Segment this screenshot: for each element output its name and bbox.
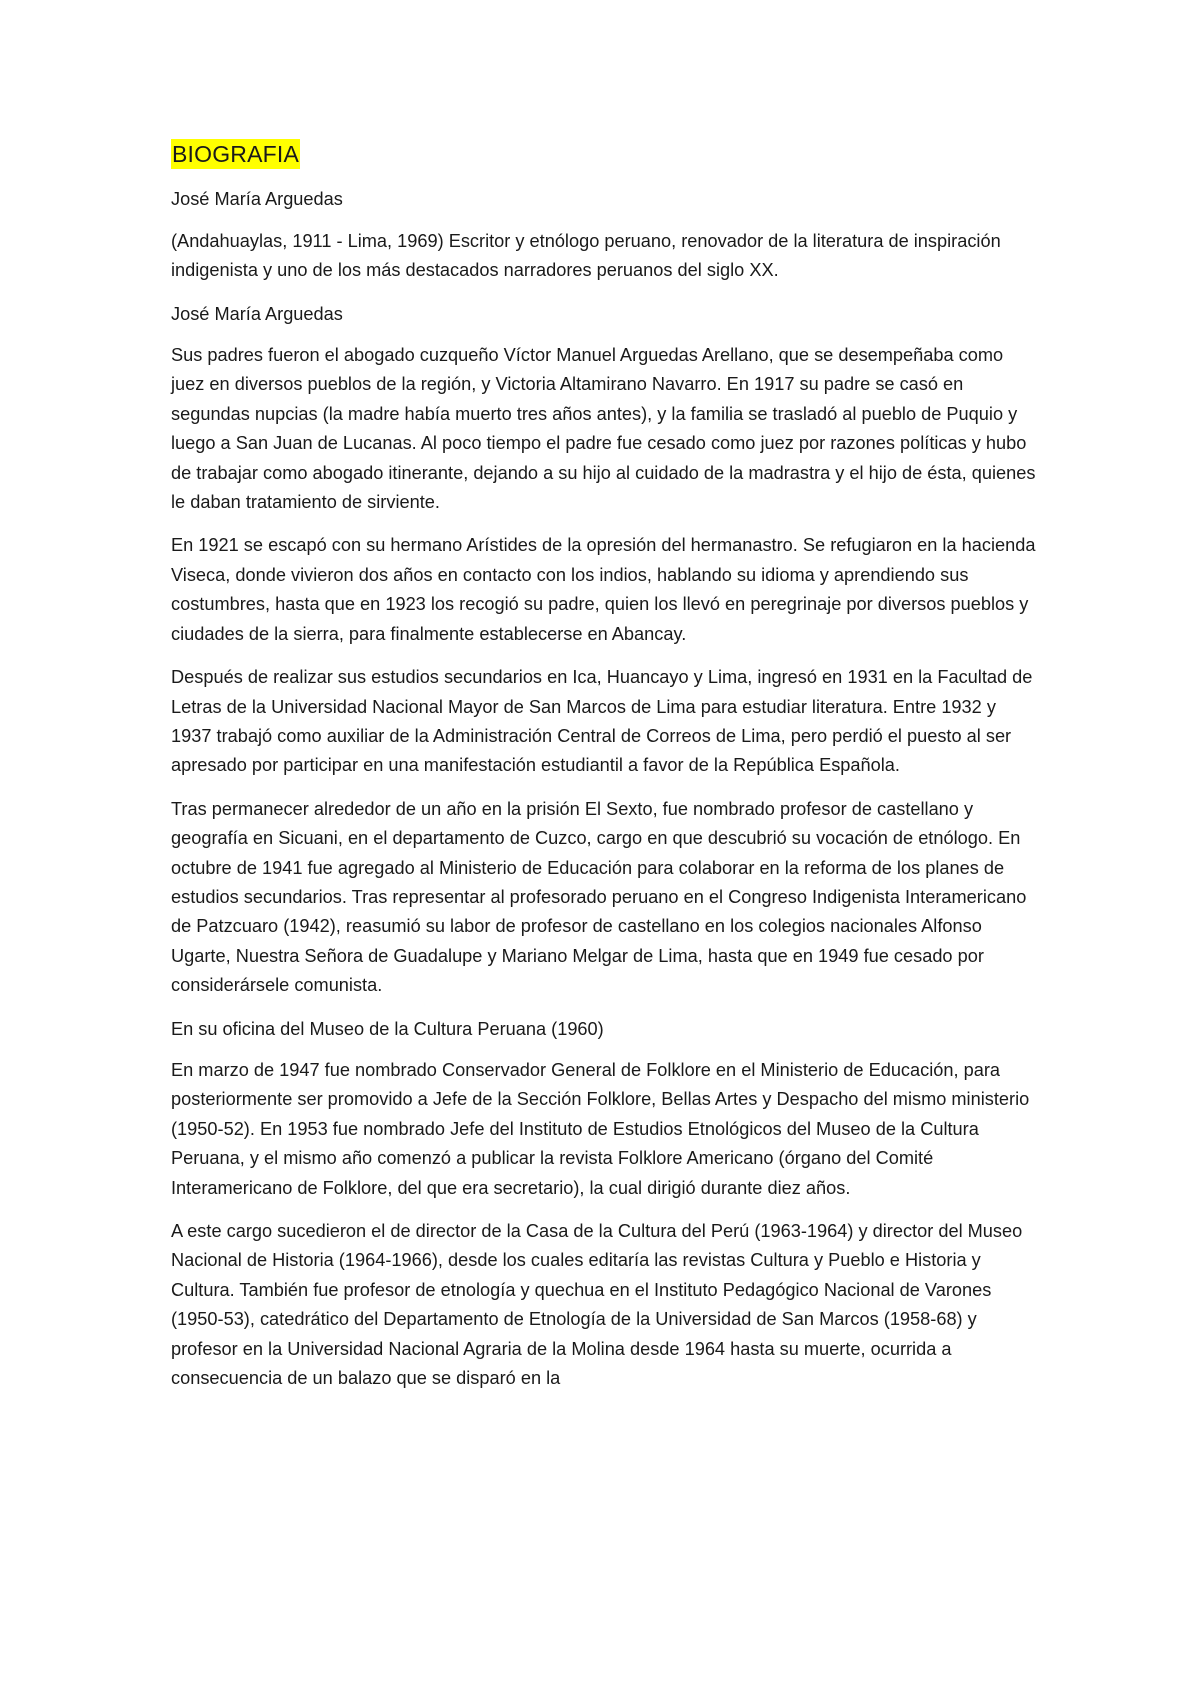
- paragraph-studies: Después de realizar sus estudios secundarios en Ica, Huancayo y Lima, ingresó en 1931 en la Facultad de Letras de la Universidad Nacional Mayor de San Marcos de Lima para estudiar literatura. Entre 1932 y 1937 trabajó como auxiliar de la Administración Central de Correos de Lima, pero perdió el puesto al ser apresado por participar en una manifestación estudiantil a favor de la República Española.: [171, 667, 1033, 776]
- paragraph-subject-name: José María Arguedas: [171, 189, 343, 210]
- document-page: [171, 139, 1041, 1407]
- document-heading: BIOGRAFIA: [172, 141, 300, 167]
- paragraph-folklore: En marzo de 1947 fue nombrado Conservador General de Folklore en el Ministerio de Educación, para posteriormente ser promovido a Jefe de la Sección Folklore, Bellas Artes y Despacho del mismo ministerio (1950-52). En 1953 fue nombrado Jefe del Instituto de Estudios Etnológicos del Museo de la Cultura Peruana, y el mismo año comenzó a publicar la revista Folklore Americano (órgano del Comité Interamericano de Folklore, del que era secretario), la cual dirigió durante diez años.: [171, 1059, 1030, 1198]
- paragraph-photo-caption: En su oficina del Museo de la Cultura Peruana (1960): [171, 1018, 604, 1039]
- paragraph-intro: (Andahuaylas, 1911 - Lima, 1969) Escritor y etnólogo peruano, renovador de la literatura de inspiración indigenista y uno de los más destacados narradores peruanos del siglo XX.: [171, 230, 1001, 281]
- paragraph-family: Sus padres fueron el abogado cuzqueño Víctor Manuel Arguedas Arellano, que se desempeñaba como juez en diversos pueblos de la región, y Victoria Altamirano Navarro. En 1917 su padre se casó en segundas nupcias (la madre había muerto tres años antes), y la familia se trasladó al pueblo de Puquio y luego a San Juan de Lucanas. Al poco tiempo el padre fue cesado como juez por razones políticas y hubo de trabajar como abogado itinerante, dejando a su hijo al cuidado de la madrastra y el hijo de ésta, quienes le daban tratamiento de sirviente.: [171, 345, 1036, 513]
- heading-container: [171, 139, 1041, 171]
- paragraph-childhood: En 1921 se escapó con su hermano Arístides de la opresión del hermanastro. Se refugiaron en la hacienda Viseca, donde vivieron dos años en contacto con los indios, hablando su idioma y aprendiendo sus costumbres, hasta que en 1923 los recogió su padre, quien los llevó en peregrinaje por diversos pueblos y ciudades de la sierra, para finalmente establecerse en Abancay.: [171, 535, 1036, 644]
- paragraph-subject-name-repeat: José María Arguedas: [171, 303, 343, 324]
- paragraph-career: Tras permanecer alrededor de un año en la prisión El Sexto, fue nombrado profesor de castellano y geografía en Sicuani, en el departamento de Cuzco, cargo en que descubrió su vocación de etnólogo. En octubre de 1941 fue agregado al Ministerio de Educación para colaborar en la reforma de los planes de estudios secundarios. Tras representar al profesorado peruano en el Congreso Indigenista Interamericano de Patzcuaro (1942), reasumió su labor de profesor de castellano en los colegios nacionales Alfonso Ugarte, Nuestra Señora de Guadalupe y Mariano Melgar de Lima, hasta que en 1949 fue cesado por considerársele comunista.: [171, 798, 1027, 996]
- paragraph-later-career: A este cargo sucedieron el de director de la Casa de la Cultura del Perú (1963-1964) y director del Museo Nacional de Historia (1964-1966), desde los cuales editaría las revistas Cultura y Pueblo e Historia y Cultura. También fue profesor de etnología y quechua en el Instituto Pedagógico Nacional de Varones (1950-53), catedrático del Departamento de Etnología de la Universidad de San Marcos (1958-68) y profesor en la Universidad Nacional Agraria de la Molina desde 1964 hasta su muerte, ocurrida a consecuencia de un balazo que se disparó en la: [171, 1221, 1023, 1389]
